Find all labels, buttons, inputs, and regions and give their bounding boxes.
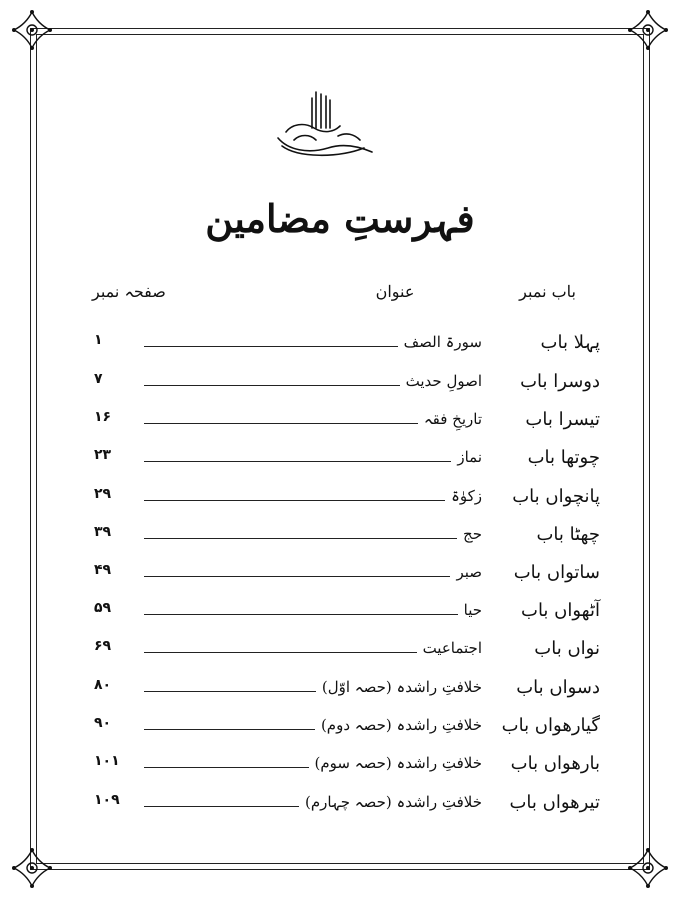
toc-row[interactable]	[80, 484, 600, 514]
leader-line	[144, 423, 418, 424]
toc-row[interactable]	[80, 636, 600, 666]
page-number: ۸۰	[94, 677, 112, 693]
page-number: ۵۹	[94, 600, 112, 616]
page-number: ۱۰۱	[94, 753, 120, 769]
subject-label: صبر	[456, 563, 482, 581]
page-number: ۷	[94, 371, 103, 387]
leader-line	[144, 767, 309, 768]
column-header-page: صفحہ نمبر	[92, 282, 166, 301]
leader-line	[144, 385, 400, 386]
subject-label: حیا	[463, 601, 482, 619]
toc-row[interactable]	[80, 751, 600, 781]
page-number: ۱	[94, 332, 103, 348]
subject-label: خلافتِ راشدہ (حصہ دوم)	[320, 716, 482, 734]
page-number: ۳۹	[94, 524, 112, 540]
subject-label: نماز	[457, 448, 482, 466]
leader-line	[144, 691, 316, 692]
toc-row[interactable]	[80, 445, 600, 475]
subject-label: اصولِ حدیث	[405, 372, 482, 390]
corner-ornament-icon	[626, 846, 670, 890]
column-header-subject: عنوان	[375, 282, 415, 301]
page-number: ۱۶	[94, 409, 112, 425]
chapter-label: چوتھا باب	[527, 447, 600, 468]
leader-line	[144, 500, 445, 501]
leader-line	[144, 346, 398, 347]
chapter-label: چھٹا باب	[536, 524, 600, 545]
page-number: ۹۰	[94, 715, 112, 731]
subject-label: زکوٰۃ	[451, 487, 482, 505]
leader-line	[144, 652, 417, 653]
chapter-label: پانچواں باب	[512, 486, 600, 507]
leader-line	[144, 729, 315, 730]
toc-row[interactable]	[80, 522, 600, 552]
chapter-label: نواں باب	[534, 638, 600, 659]
subject-label: خلافتِ راشدہ (حصہ اوّل)	[321, 678, 482, 696]
toc-row[interactable]	[80, 598, 600, 628]
chapter-label: پہلا باب	[540, 332, 600, 353]
page-number: ۴۹	[94, 562, 112, 578]
page-number: ۲۳	[94, 447, 112, 463]
subject-label: اجتماعیت	[422, 639, 482, 657]
chapter-label: دوسرا باب	[520, 371, 600, 392]
chapter-label: تیسرا باب	[525, 409, 600, 430]
subject-label: خلافتِ راشدہ (حصہ سوم)	[314, 754, 482, 772]
toc-row[interactable]	[80, 407, 600, 437]
leader-line	[144, 576, 450, 577]
chapter-label: گیارھواں باب	[501, 715, 600, 736]
toc-row[interactable]	[80, 713, 600, 743]
corner-ornament-icon	[10, 8, 54, 52]
subject-label: حج	[463, 525, 482, 543]
chapter-label: ساتواں باب	[513, 562, 600, 583]
subject-label: سورۃ الصف	[403, 333, 482, 351]
chapter-label: بارھواں باب	[510, 753, 600, 774]
subject-label: خلافتِ راشدہ (حصہ چہارم)	[304, 793, 482, 811]
leader-line	[144, 538, 457, 539]
bismillah-calligraphy-icon	[268, 88, 378, 160]
toc-row[interactable]	[80, 369, 600, 399]
toc-row[interactable]	[80, 560, 600, 590]
leader-line	[144, 806, 299, 807]
leader-line	[144, 614, 458, 615]
page-number: ۲۹	[94, 486, 112, 502]
subject-label: تاریخِ فقہ	[423, 410, 482, 428]
toc-row[interactable]	[80, 330, 600, 360]
chapter-label: آٹھواں باب	[521, 600, 600, 621]
leader-line	[144, 461, 451, 462]
chapter-label: دسواں باب	[516, 677, 600, 698]
corner-ornament-icon	[10, 846, 54, 890]
corner-ornament-icon	[626, 8, 670, 52]
page-number: ۱۰۹	[94, 792, 120, 808]
chapter-label: تیرھواں باب	[509, 792, 600, 813]
page-title: فہرستِ مضامین	[205, 196, 475, 241]
toc-row[interactable]	[80, 675, 600, 705]
toc-row[interactable]	[80, 790, 600, 820]
column-header-chapter: باب نمبر	[519, 282, 576, 301]
page-number: ۶۹	[94, 638, 112, 654]
